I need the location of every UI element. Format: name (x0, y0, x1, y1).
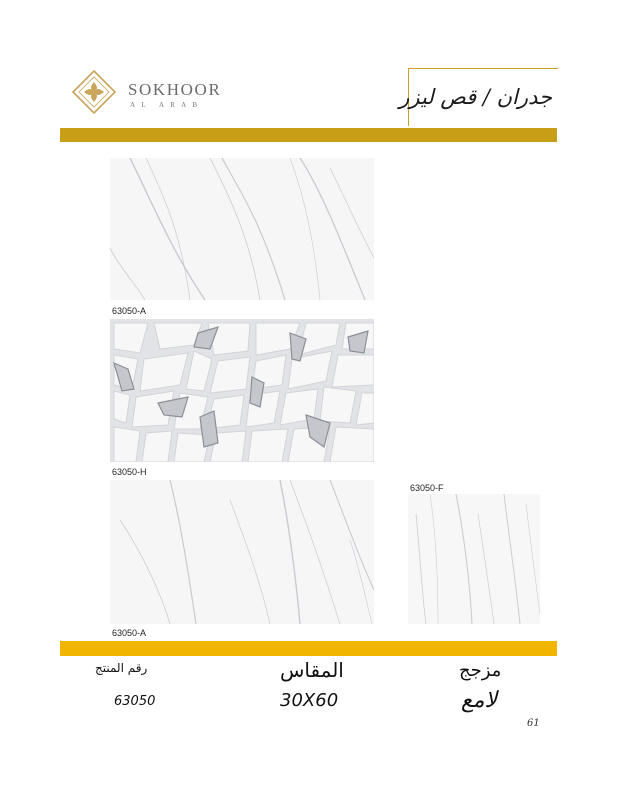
tile-image-63050-h (110, 319, 374, 462)
brand-subtitle: AL ARAB (130, 101, 204, 109)
tile-code-label: 63050-H (112, 467, 147, 477)
product-number-label: رقم المنتج (95, 661, 148, 675)
tile-code-label: 63050-A (112, 306, 147, 316)
tile-image-63050-a (110, 158, 374, 300)
tile-image-63050-f (408, 494, 540, 624)
page-number: 61 (527, 718, 540, 729)
page-title: جدران / قص ليزر (399, 85, 552, 109)
tile-code-label: 63050-A (112, 628, 147, 638)
size-value: 30X60 (280, 690, 339, 711)
diamond-logo-icon (70, 68, 118, 116)
finish-label: مزجج (459, 660, 502, 681)
brand-name: SOKHOOR (128, 80, 222, 99)
tile-code-label: 63050-F (410, 483, 444, 493)
product-number-value: 63050 (114, 694, 156, 709)
top-gold-bar (60, 128, 557, 142)
finish-value: لامع (461, 688, 498, 713)
title-box (399, 68, 558, 126)
bottom-gold-bar (60, 641, 557, 656)
brand-logo (70, 68, 222, 120)
size-label: المقاس (280, 658, 344, 682)
tile-image-63050-a (110, 480, 374, 624)
